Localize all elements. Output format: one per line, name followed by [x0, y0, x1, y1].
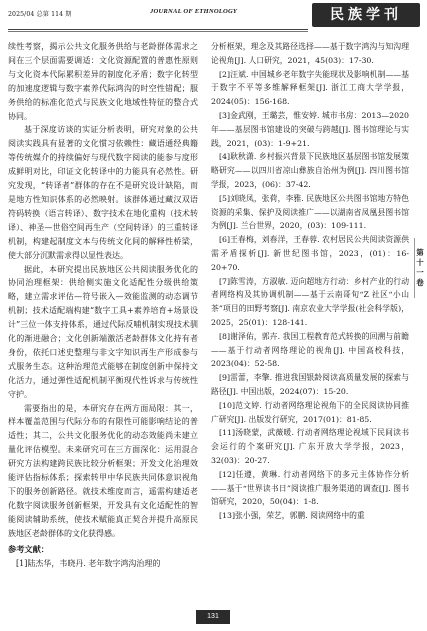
- reference-entry: [5]刘晓凤，张荷，李雅. 民族地区公共图书馆地方特色资源的采集、保护及阅读推广——以湖南省凤凰县图书馆为例[J]. 兰台世界，2020，(03)：109-111.: [211, 193, 409, 231]
- reference-entry: [7]陈雪涛，方淑敏. 迈向超地方行动：乡村产业的行动者网络构及其协调机制——基于云南哥旬“Z 社区“小山茶”项目的田野考察[J]. 南京农业大学学报(社会科学版)，2025，25(01)：128-141.: [211, 276, 409, 327]
- reference-entry: [11]汤晓蒙，武薇暖. 行动者网络理论视域下民间读书会运行的个案研究[J]. 广东开放大学学报，2023，32(03)：20-27.: [211, 428, 409, 465]
- body-paragraph: 需要指出的是，本研究存在两方面局限：其一，样本覆盖范围与代际分布的有限性可能影响结论的普适性；其二，公共文化服务优化的动态效能尚未建立量化评估模型。未来研究可在三方面深化：运用混合研究方法构建跨民族比较分析框架；开发文化治理效能评估指标体系；探索转甲中华民族共同体意识视角下的服务创新路径。就技术维度而言，遥需构建适老化数字阅读服务创新框架，开发具有文化适配性的智能阅读辅助系统，使技术赋能真正契合并提升高原民族地区老龄群体的文化获得感。: [8, 403, 198, 538]
- left-column: [8, 40, 198, 570]
- header-rule: [8, 29, 308, 30]
- reference-entry: [1]陆杰华，韦晓丹. 老年数字鸿沟治理的: [16, 558, 161, 568]
- reference-entry: [2]汪斌. 中国城乡老年数字失能现状及影响机制——基于数字不平等多维解释框架[J]. 浙江工商大学学报，2024(05)：156-168.: [211, 69, 409, 107]
- reference-entry: [13]张小强，荣艺，郭鹏. 阅读网络中的重: [219, 511, 365, 521]
- reference-entry: [9]雷蕾，李擎. 推进我国银龄阅读高质量发展的探索与路径[J]. 中国出版，2024(07)：15-20.: [211, 373, 409, 396]
- issue-info: 2025/04 总第 114 期: [8, 11, 72, 18]
- body-paragraph: 续性考察，揭示公共文化服务供给与老龄群体需求之间在三个层面需要调适：文化资源配置的普惠性原则与文化资本代际累积差异的制度化矛盾；数字化转型的加速度逻辑与数字素养代际鸿沟的时空性错配；服务供给的标准化范式与民族文化地域性特征的整合式协同。: [8, 42, 198, 121]
- journal-name: JOURNAL OF ETHNOLOGY: [150, 8, 238, 15]
- body-paragraph: 基于深度访谈的实证分析表明，研究对象的公共阅读实践具有显著的文化惯习依赖性：藏语通经典籍等传统媒介的持续偏好与现代数字阅读的能参与度形成鲜明对比，印证文化转译中的力能具有必然性。研究发现，“转译者”群体的存在不是研究设计缺陷，而是地方性知识体系的必然映射。该群体通过藏汉双语符码转换（语言转译）、数字技术在地化重构（技术转译）、神圣—世俗空间再生产（空间转译）的三重转译机制，构建起制度文本与传统文化间的解释性桥梁，使大部分沉默需求得以显性表达。: [8, 125, 198, 260]
- right-column: [211, 40, 409, 523]
- reference-entry: [10]范文婷. 行动者网络理论视角下的全民阅读协同推广研究[J]. 出版发行研究，2017(01)：81-85.: [211, 400, 409, 424]
- reference-entry: [6]王春梅，刘春洋，王春蓉. 农村居民公共阅读资源供需矛盾探析[J]. 新世纪图书馆，2023，(01)：16-20+70.: [211, 235, 409, 272]
- reference-entry: [8]谢泽佑，郭卉. 我国工程教育范式转换的回溯与前瞻——基于行动者网络理论的视角[J]. 中国高校科技，2023(04)：52-58.: [211, 331, 409, 369]
- body-paragraph: 据此，本研究提出民族地区公共阅读服务优化的协同治理框架：供给侧实施文化适配性分级供给策略，建立需求评估—符号嵌入—效能监测的动态调节机制；技术适配端构建“数字工具+素养培育+场景设计”三位一体支持体系，通过代际反哺机制实现技术驯化的渐进融合；文化创新端激活老龄群体文化持有者身份，依托口述史整理与非文字知识再生产形成参与式服务生态。这种治理范式能够在制度创新中保持文化活力，通过弹性适配机制平衡现代性诉求与传统性守护。: [8, 264, 198, 399]
- reference-entry: 分析框架，理念及其路径选择——基于数字鸿沟与知沟理论视角[J]. 人口研究，2021，45(03)：17-30.: [211, 42, 409, 65]
- side-volume-label: 第十一卷: [416, 248, 424, 287]
- reference-entry: [4]耿秋潇. 乡村振兴背景下民族地区基层图书馆发展策略研究——以四川省凉山彝族自治州为例[J]. 四川图书馆学报，2023，(06)：37-42.: [211, 152, 409, 189]
- reference-entry: [3]金武刚，王璐芸，惟安婷. 城市书房：2013—2020年——基层图书馆建设的突破与跨越[J]. 图书馆理论与实践，2021，(03)：1-9+21.: [211, 110, 409, 148]
- references-heading: 参考文献：: [8, 543, 49, 554]
- header-rule-thin: [8, 31, 308, 32]
- page-number: 131: [196, 610, 230, 624]
- page-header: [0, 0, 427, 34]
- journal-logo: 民族学刊: [312, 3, 420, 27]
- reference-entry: [12]任遵，黄琳. 行动者网络下的多元主体协作分析——基于“世界读书日”阅读推广服务渠道的调查[J]. 图书馆研究，2020，50(04)：1-8.: [211, 469, 409, 507]
